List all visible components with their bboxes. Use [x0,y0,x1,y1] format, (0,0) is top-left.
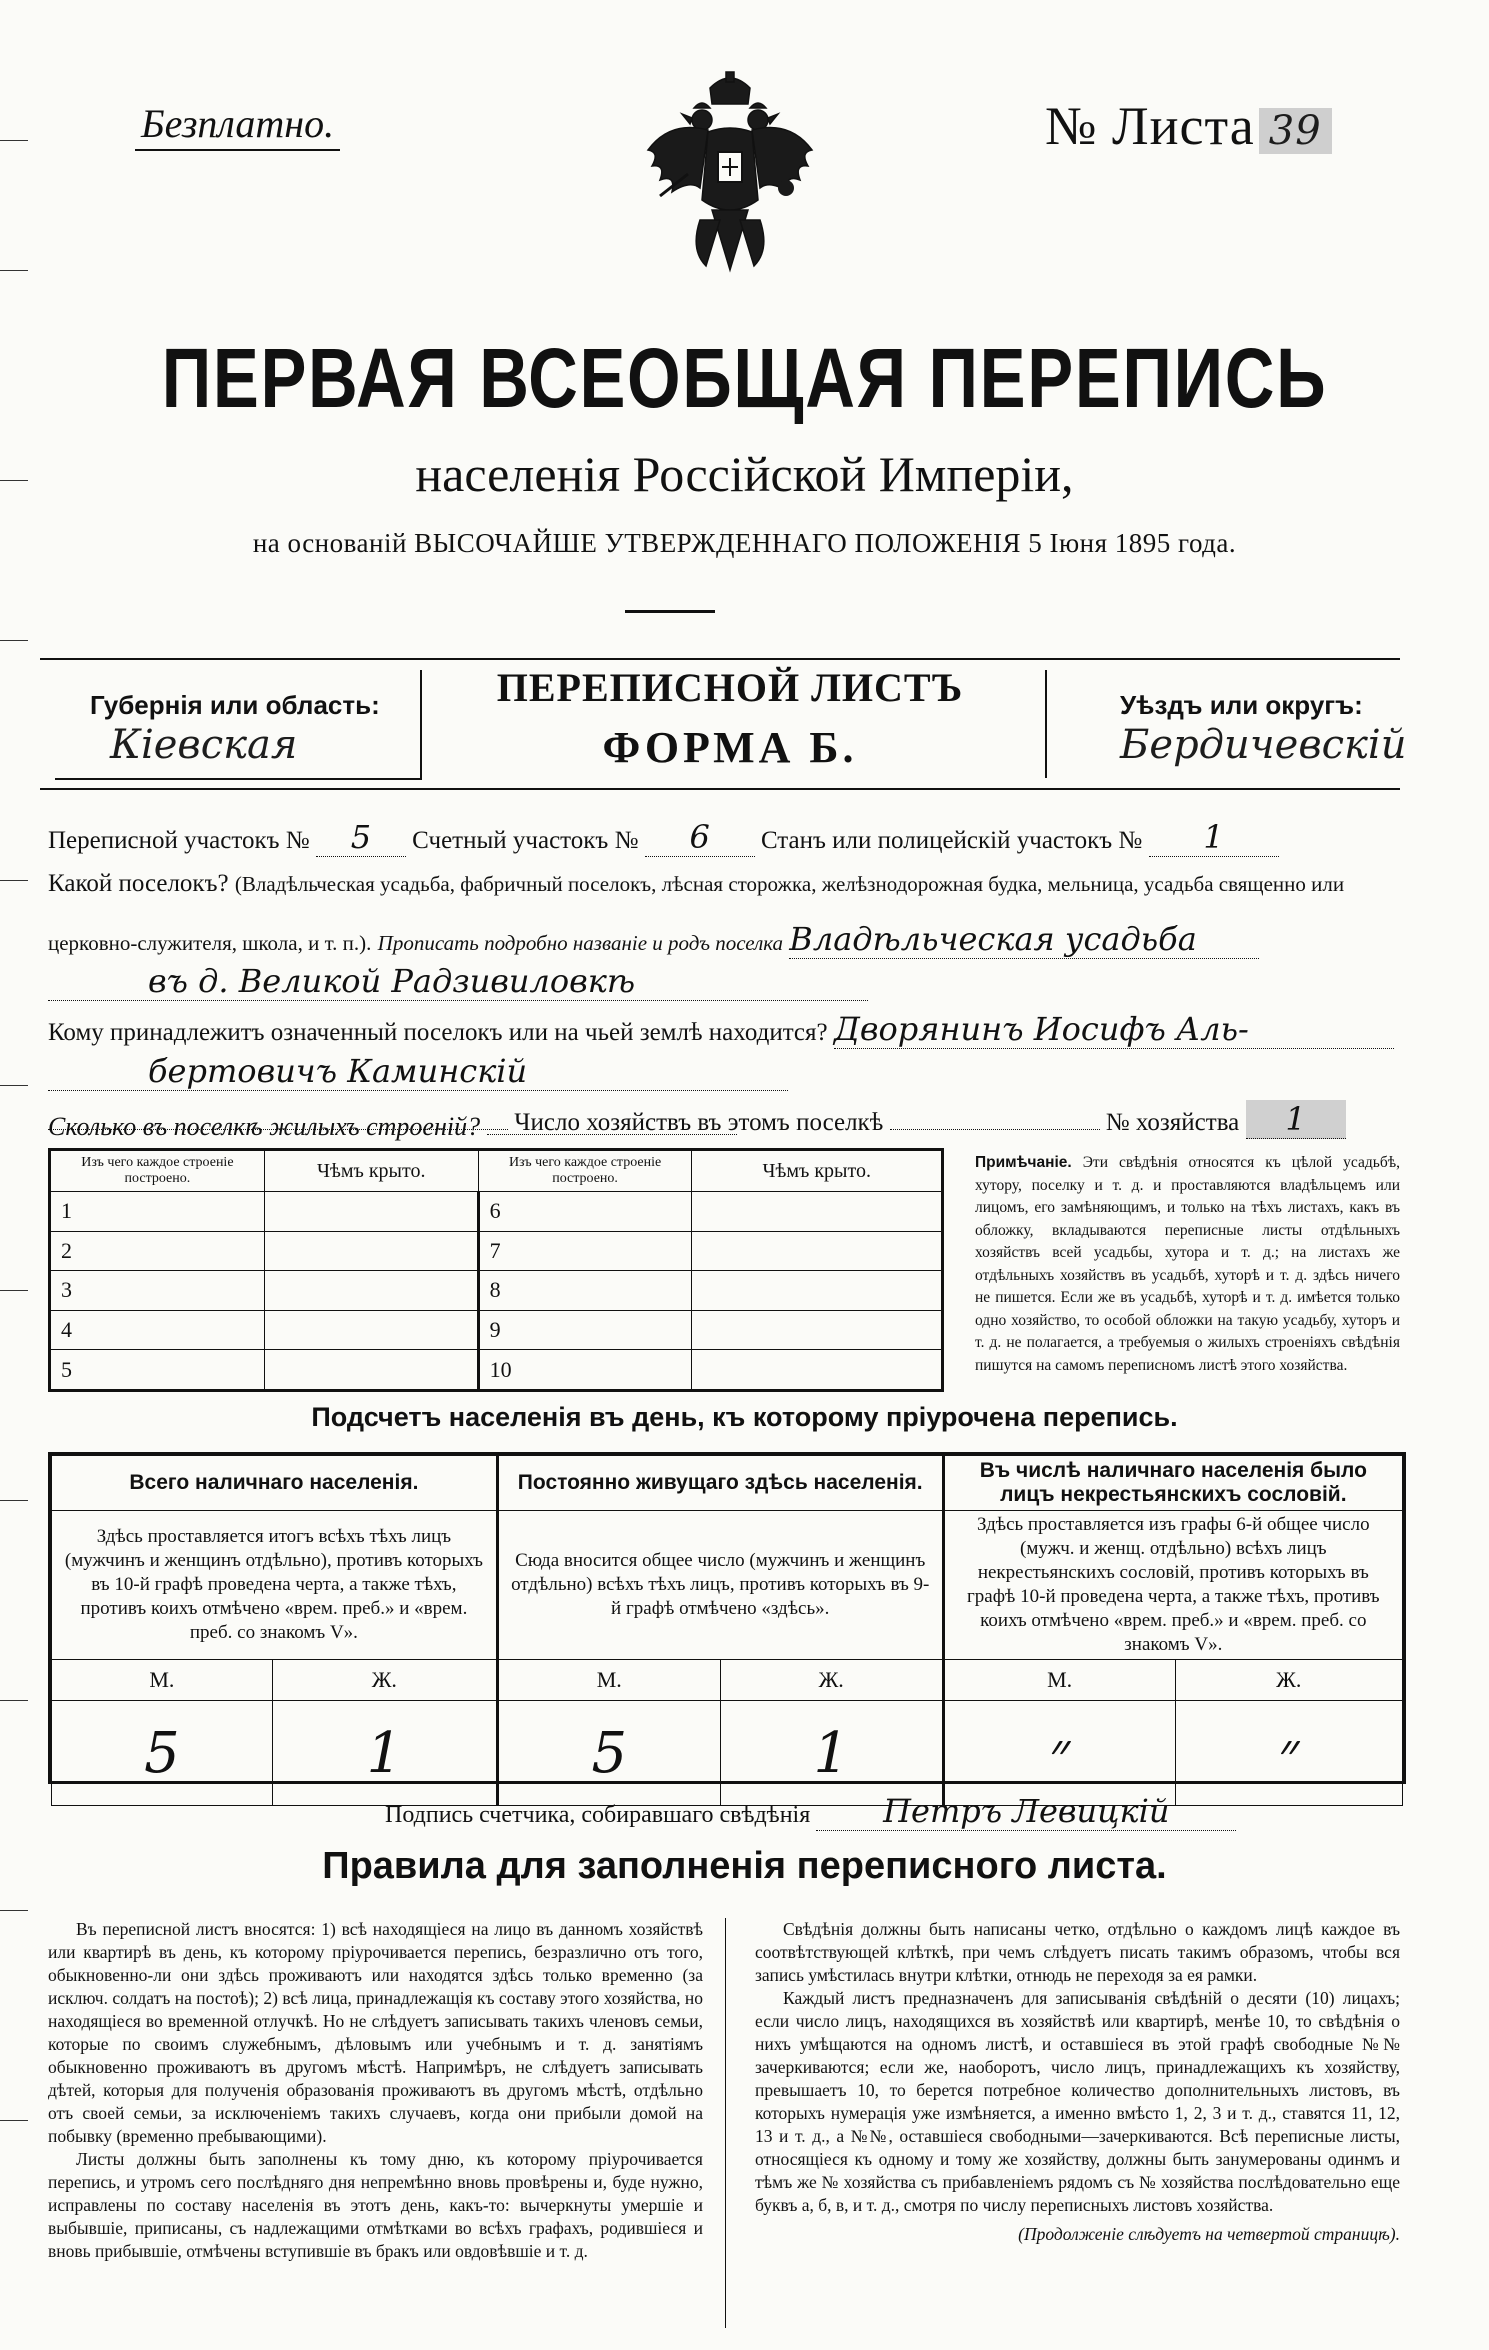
sheet-number-label: № Листа [1045,96,1255,156]
uezd-label: Уѣздъ или округъ: [1120,690,1363,720]
counting-district-label: Счетный участокъ № [412,827,639,854]
roof-cell[interactable] [692,1192,942,1232]
owner-line [48,1010,1394,1049]
margin-tick [0,2120,28,2121]
imperial-eagle-emblem [630,70,830,300]
buildings-question-line [48,1112,737,1142]
col-total-desc: Здѣсь проставляется итогъ всѣхъ тѣхъ лицъ (мужчинъ и женщинъ отдѣльно), противъ которыхъ въ 10-й графѣ проведена черта, а также тѣхъ, противъ коихъ отмѣчено «врем. преб.» и «врем. преб. со знакомъ V». [52,1511,498,1660]
margin-tick [0,880,28,881]
household-no-label: № хозяйства [1105,1109,1240,1136]
settlement-hint-cont: церковно-служителя, школа, и т. п.). [48,931,372,955]
household-no-value[interactable]: 1 [1246,1100,1346,1139]
stan-value[interactable]: 1 [1149,818,1279,857]
roof-cell[interactable] [692,1310,942,1350]
col-permanent-head: Постоянно живущаго здѣсь населенія. [497,1456,943,1511]
col-permanent-desc: Сюда вносится общее число (мужчинъ и женщинъ отдѣльно) всѣхъ тѣхъ лицъ, противъ которыхъ въ 9-й графѣ отмѣчено «здѣсь». [497,1511,943,1660]
census-district-value[interactable]: 5 [316,818,406,857]
counting-district-value[interactable]: 6 [645,818,755,857]
gubernia-label: Губернія или область: [90,690,380,720]
row-number: 6 [478,1192,692,1232]
roof-cell[interactable] [264,1350,478,1390]
sheet-number [1045,95,1332,157]
row-number: 3 [51,1271,265,1311]
settlement-question: Какой поселокъ? [48,870,229,897]
divider [625,610,715,613]
margin-tick [0,270,28,271]
row-number: 8 [478,1271,692,1311]
row-number: 4 [51,1310,265,1350]
rules-paragraph: Свѣдѣнія должны быть написаны четко, отдѣльно о каждомъ лицѣ каждое въ соотвѣтствующей клѣткѣ, при чемъ слѣдуетъ писать такимъ образомъ, чтобы вся запись умѣстилась внутри клѣтки, отнюдь не переходя за ея рамки. [755,1919,1400,1985]
col-total-head: Всего наличнаго населенія. [52,1456,498,1511]
table-row [51,1350,942,1390]
margin-tick [0,140,28,141]
page-title: ПЕРВАЯ ВСЕОБЩАЯ ПЕРЕПИСЬ [161,331,1328,425]
rules-title: Правила для заполненія переписного листа. [322,1845,1167,1887]
households-count-blank[interactable] [890,1129,1100,1130]
sheet-name: ПЕРЕПИСНОЙ ЛИСТЪ [496,665,964,710]
owner-question: Кому принадлежитъ означенный поселокъ или на чьей землѣ находится? [48,1019,828,1046]
population-title: Подсчетъ населенія въ день, къ которому пріурочена перепись. [311,1402,1178,1432]
settlement-hint-line [48,920,1259,959]
owner-value-2[interactable]: бертовичъ Каминскій [48,1052,788,1091]
total-female-value[interactable]: 1 [272,1701,497,1806]
roof-cell[interactable] [692,1350,942,1390]
table-row [51,1271,942,1311]
district-line [48,818,1279,857]
margin-tick [0,1290,28,1291]
female-label: Ж. [720,1660,943,1701]
rules-paragraph: Каждый листъ предназначенъ для записыванія свѣдѣній о десяти (10) лицахъ; если число лицъ, находящихся въ хозяйствѣ или квартирѣ, менѣе 10, то свѣдѣнія о нихъ умѣщаются на одномъ листѣ, и оставшіеся въ этой графѣ свободные №№ зачеркиваются; если же, наоборотъ, число лицъ, принадлежащихъ къ хозяйству, превышаетъ 10, то берется потребное количество дополнительныхъ листовъ, въ которыхъ нумерація уже измѣняется, а именно вмѣсто 1, 2, 3 и т. д., ставятся 11, 12, 13 и т. д., а №№, оставшіеся свободными—зачеркиваются. Всѣ переписные листы, относящіеся къ одному и тому же хозяйству, должны быть занумерованы одинмъ и тѣмъ же № хозяйства съ прибавленіемъ рядомъ съ № хозяйства послѣдовательно еще буквъ а, б, в, и т. д., смотря по числу переписныхъ листовъ хозяйства. [755,1988,1400,2215]
table-row [51,1231,942,1271]
male-label: М. [943,1660,1175,1701]
signature-value[interactable]: Петръ Левицкiй [816,1792,1236,1831]
buildings-blank[interactable] [487,1134,737,1135]
roof-cell[interactable] [264,1231,478,1271]
margin-tick [0,1500,28,1501]
settlement-value-2[interactable]: въ д. Великой Радзивиловкѣ [48,962,868,1001]
buildings-question: Сколько въ поселкѣ жилыхъ строеній? [48,1112,481,1141]
sheet-number-value: 39 [1259,108,1332,154]
page-basis: на основаній ВЫСОЧАЙШЕ УТВЕРЖДЕННАГО ПОЛОЖЕНІЯ 5 Іюня 1895 года. [252,528,1237,558]
stan-label: Станъ или полицейскій участокъ № [760,827,1143,854]
households-label: Число хозяйствъ въ этомъ поселкѣ [514,1109,884,1136]
col-nonpeasant-head: Въ числѣ наличнаго населенія было лицъ некрестьянскихъ сословій. [943,1456,1402,1511]
col-material-right: Изъ чего каждое строеніе построено. [478,1151,692,1192]
row-number: 5 [51,1350,265,1390]
total-male-value[interactable]: 5 [52,1701,273,1806]
uezd-value[interactable]: Бердичевскiй [1120,722,1407,768]
roof-cell[interactable] [264,1310,478,1350]
gubernia-value[interactable]: Кiевская [110,722,298,768]
rules-paragraph: Въ переписной листъ вносятся: 1) всѣ находящіеся на лицо въ данномъ хозяйствѣ или квартирѣ въ день, къ которому пріурочивается перепись, безразлично отъ того, обыкновенно-ли они здѣсь проживаютъ или находятся здѣсь только временно (за исключ. солдатъ на постоѣ); 2) всѣ лица, принадлежащія къ составу этого хозяйства, но находящіеся во временной отлучкѣ. Но не слѣдуетъ записывать такихъ членовъ семьи, которые по своимъ служебнымъ, дѣловымъ или учебнымъ и т. д. занятіямъ обыкновенно проживаютъ въ другомъ мѣстѣ. Напримѣръ, не слѣдуетъ записывать дѣтей, которыя для полученія образованія проживаютъ въ другомъ мѣстѣ, отдѣльно отъ своей семьи, за исключеніемъ такихъ случаевъ, когда они прибыли домой на побывку (временно пребывающими). [48,1919,703,2146]
margin-tick [0,1085,28,1086]
female-label: Ж. [272,1660,497,1701]
row-number: 1 [51,1192,265,1232]
nonpeasant-male-value[interactable]: ״ [943,1701,1175,1806]
signature-label: Подпись счетчика, собиравшаго свѣдѣнія [385,1802,811,1828]
buildings-table [48,1148,944,1392]
note-title: Примѣчаніе. [975,1154,1072,1171]
column-divider [725,1918,726,2328]
census-district-label: Переписной участокъ № [48,827,310,854]
note-text: Эти свѣдѣнія относятся къ цѣлой усадьбѣ, хутору, поселку и т. д. и проставляются владѣльцемъ или лицомъ, его замѣняющимъ, и только на тѣхъ листахъ, какъ въ обложку, вкладываются переписные листы отдѣльныхъ хозяйствъ всей усадьбы, хутора и т. д.; на листахъ же отдѣльныхъ хозяйствъ въ усадьбѣ, хуторѣ и т. д. здѣсь ничего не пишется. Если же въ усадьбѣ, хуторѣ и т. д. имѣется только одно хозяйство, то особой обложки на такую усадьбу, хуторъ и т. д. не полагается, а требуемыя о жилыхъ строеніяхъ свѣдѣнія пишутся на самомъ переписномъ листѣ этого хозяйства. [975,1154,1401,1374]
page-subtitle: населенія Россійской Имперіи, [415,446,1074,502]
permanent-female-value[interactable]: 1 [720,1701,943,1806]
male-label: М. [52,1660,273,1701]
row-number: 10 [478,1350,692,1390]
settlement-value-line [48,962,868,1001]
margin-tick [0,1700,28,1701]
population-table [48,1452,1406,1784]
rules-left-column [48,1918,703,2263]
col-nonpeasant-desc: Здѣсь проставляется изъ графы 6-й общее число (мужч. и женщ. отдѣльно) всѣхъ лицъ некрестьянскихъ сословій, противъ которыхъ въ графѣ 10-й проведена черта, а также тѣхъ, противъ коихъ отмѣчено «врем. преб.» и «врем. преб. со знакомъ V». [943,1511,1402,1660]
roof-cell[interactable] [264,1192,478,1232]
owner-cont-line [48,1052,788,1091]
table-row [51,1310,942,1350]
settlement-instruction: Прописать подробно названіе и родъ поселка [377,931,784,955]
female-label: Ж. [1175,1660,1402,1701]
settlement-hint: (Владѣльческая усадьба, фабричный поселокъ, лѣсная сторожка, желѣзнодорожная будка, мельница, усадьба священно или [234,872,1345,896]
form-name: ФОРМА Б. [602,723,858,772]
roof-cell[interactable] [264,1271,478,1311]
rules-right-column [755,1918,1400,2246]
table-row [51,1192,942,1232]
rules-paragraph: Листы должны быть заполнены къ тому дню, къ которому пріурочивается перепись, и утромъ сего послѣдняго дня непремѣнно вновь провѣрены и, буде нужно, исправлены по составу населенія въ этотъ день, какъ-то: вычеркнуты умершіе и выбывшіе, приписаны, съ надлежащими отмѣтками во всѣхъ графахъ, родившіеся и вновь прибывшіе, отмѣчены вступившіе въ бракъ или овдовѣвшіе и т. д. [48,2149,703,2261]
row-number: 2 [51,1231,265,1271]
male-label: М. [497,1660,720,1701]
settlement-question-line [48,870,1344,898]
row-number: 9 [478,1310,692,1350]
owner-value-1[interactable]: Дворянинъ Иосифъ Аль- [834,1010,1394,1049]
note [975,1152,1400,1377]
col-roof-right: Чѣмъ крыто. [692,1151,942,1192]
rules-continued: (Продолженіе слѣдуетъ на четвертой страницѣ). [1018,2224,1400,2244]
nonpeasant-female-value[interactable]: ״ [1175,1701,1402,1806]
signature-line [385,1792,1236,1831]
roof-cell[interactable] [692,1231,942,1271]
margin-tick [0,1910,28,1911]
permanent-male-value[interactable]: 5 [497,1701,720,1806]
free-label: Безплатно. [135,100,340,151]
settlement-value-1[interactable]: Владѣльческая усадьба [789,920,1259,959]
margin-tick [0,640,28,641]
row-number: 7 [478,1231,692,1271]
col-material-left: Изъ чего каждое строеніе построено. [51,1151,265,1192]
roof-cell[interactable] [692,1271,942,1311]
col-roof-left: Чѣмъ крыто. [264,1151,478,1192]
